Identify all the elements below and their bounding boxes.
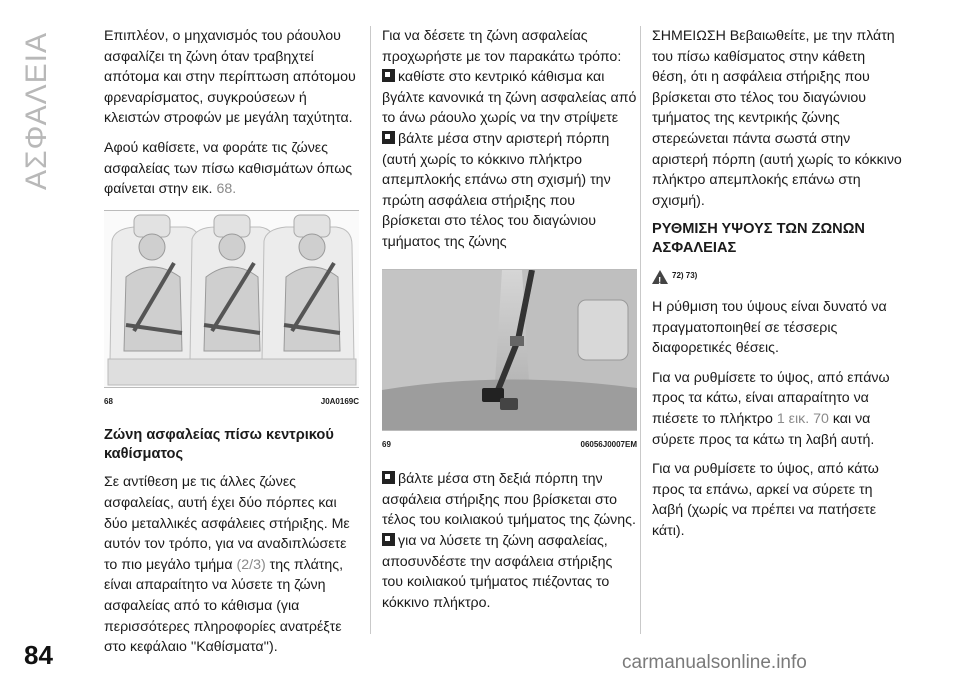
reference: (2/3) — [236, 556, 266, 573]
bullet-icon — [382, 69, 395, 82]
step: για να λύσετε τη ζώνη ασφαλείας, αποσυνδέστε την ασφάλεια στήριξης του κοιλιακού τμήματος πιέζοντας το κόκκινο πλήκτρο. — [382, 532, 613, 611]
figure-number: 68 — [104, 396, 113, 406]
rear-seats-illustration — [104, 211, 359, 387]
figure-reference: 68. — [216, 181, 237, 198]
column-2 — [382, 26, 637, 622]
figure-reference: 1 εικ. 70 — [776, 410, 829, 427]
figure-code: 06056J0007EM — [580, 439, 637, 449]
section-heading: Ζώνη ασφαλείας πίσω κεντρικού καθίσματος — [104, 427, 334, 463]
figure-number: 69 — [382, 439, 391, 449]
step: καθίστε στο κεντρικό κάθισμα και βγάλτε κανονικά τη ζώνη ασφαλείας από το άνω ράουλο χωρίς να την στρίψετε — [382, 69, 637, 127]
paragraph: Για να δέσετε τη ζώνη ασφαλείας προχωρήστε με τον παρακάτω τρόπο: — [382, 28, 622, 65]
warning-references — [652, 266, 902, 287]
paragraph: Για να ρυθμίσετε το ύψος, από επάνω προς τα κάτω, είναι απαραίτητο να πιέσετε το πλήκτρο 1 εικ. 70 και να σύρετε προς τα κάτω τη λαβή αυτή. — [652, 369, 890, 448]
figure-69 — [382, 269, 637, 431]
step: βάλτε μέσα στην αριστερή πόρπη (αυτή χωρίς το κόκκινο πλήκτρο απεμπλοκής επάνω στη σχισμή) την πρώτη ασφάλεια στήριξης που βρίσκεται στο τέλος του διαγώνιου τμήματος της ζώνης — [382, 130, 611, 250]
page-number: 84 — [24, 640, 53, 670]
section-tab: ΑΣΦΑΛΕΙΑ — [20, 32, 53, 191]
paragraph: Επιπλέον, ο μηχανισμός του ράουλου ασφαλίζει τη ζώνη όταν τραβηχτεί απότομα και στην περίπτωση απότομου φρεναρίσματος, συγκρούσεων ή κλειστών στροφών με μεγάλη ταχύτητα. — [104, 28, 356, 127]
note-paragraph: ΣΗΜΕΙΩΣΗ Βεβαιωθείτε, με την πλάτη του πίσω καθίσματος στην κάθετη θέση, ότι η ασφάλεια στήριξης που βρίσκεται στο τέλος του διαγώνιου τμήματος της κεντρικής ζώνης στερεώνεται πάντα σωστά στην αριστερή πόρπη (αυτή χωρίς το κόκκινο πλήκτρο απεμπλοκής επάνω στη σχισμή). — [652, 28, 902, 209]
column-divider — [640, 26, 641, 634]
paragraph: Για να ρυθμίσετε το ύψος, από κάτω προς τα επάνω, αρκεί να σύρετε τη λαβή (χωρίς να πρέπει να πατήσετε κάτι). — [652, 461, 879, 539]
center-belt-photo — [382, 270, 637, 430]
column-1 — [104, 26, 359, 667]
paragraph: Αφού καθίσετε, να φοράτε τις ζώνες ασφαλείας των πίσω καθισμάτων όπως φαίνεται στην εικ. 68. — [104, 139, 353, 198]
warning-icon — [652, 270, 668, 284]
bullet-icon — [382, 533, 395, 546]
watermark: carmanualsonline.info — [622, 652, 807, 673]
section-heading: ΡΥΘΜΙΣΗ ΥΨΟΥΣ ΤΩΝ ΖΩΝΩΝ ΑΣΦΑΛΕΙΑΣ — [652, 221, 865, 257]
figure-code: J0A0169C — [320, 396, 359, 406]
figure-68 — [104, 210, 359, 388]
paragraph: Η ρύθμιση του ύψους είναι δυνατό να πραγματοποιηθεί σε τέσσερις διαφορετικές θέσεις. — [652, 298, 887, 357]
figure-caption — [382, 435, 637, 456]
column-3 — [652, 26, 902, 550]
column-divider — [370, 26, 371, 634]
bullet-icon — [382, 131, 395, 144]
figure-caption — [104, 392, 359, 413]
bullet-icon — [382, 471, 395, 484]
step: βάλτε μέσα στη δεξιά πόρπη την ασφάλεια στήριξης που βρίσκεται στο τέλος του κοιλιακού τμήματος της ζώνης. — [382, 471, 636, 529]
warning-refs: 72) 73) — [672, 271, 698, 281]
paragraph: Σε αντίθεση με τις άλλες ζώνες ασφαλείας, αυτή έχει δύο πόρπες και δύο μεταλλικές ασφάλειες στήριξης. Με αυτόν τον τρόπο, για να αναδιπλώσετε το πιο μεγάλο τμήμα (2/3) της πλάτης, είναι απαραίτητο να λύσετε τη ζώνη ασφαλείας από το κάθισμα (για περισσότερες πληροφορίες ανατρέξτε στο κεφάλαιο ''Καθίσματα''). — [104, 474, 350, 656]
